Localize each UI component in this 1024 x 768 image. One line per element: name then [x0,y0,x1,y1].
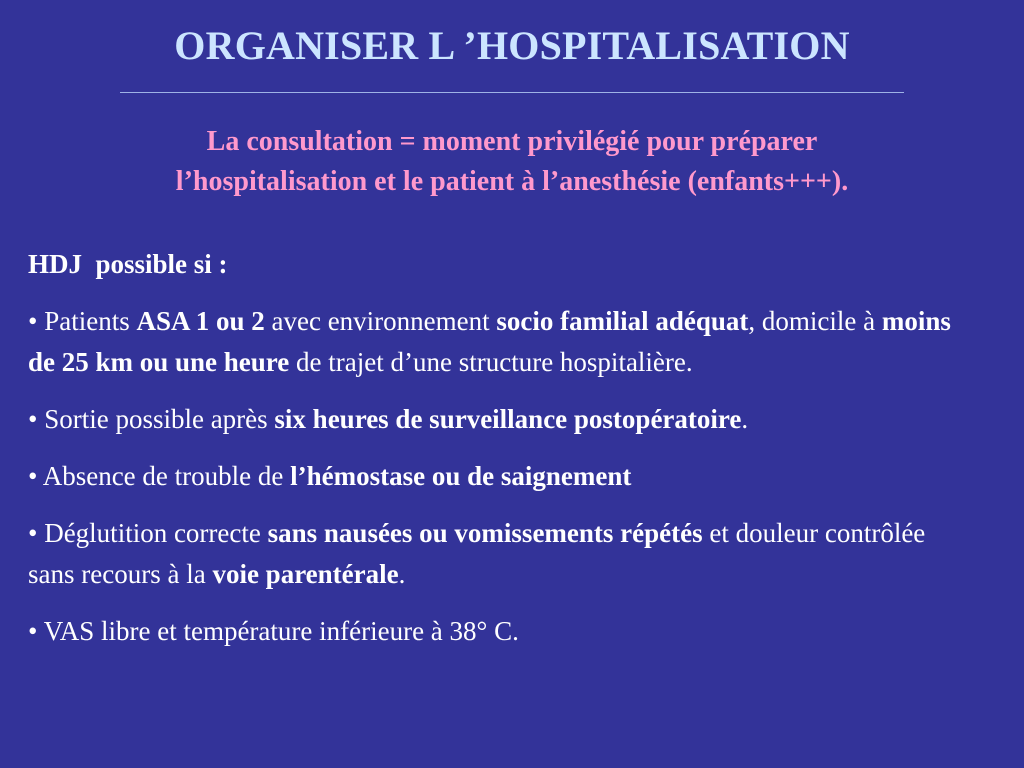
slide-body [28,244,978,668]
bullet-emphasis: sans nausées ou vomissements répétés [267,518,703,548]
bullet-item-sortie [28,399,978,440]
bullet-text: , domicile à [748,306,882,336]
bullet-emphasis: socio familial adéquat [496,306,749,336]
title-divider [120,92,904,93]
subtitle-line-1: La consultation = moment privilégié pour préparer [206,126,818,157]
bullet-item-vas [28,611,978,652]
bullet-item-hemostase [28,456,978,497]
bullet-emphasis: ASA 1 ou 2 [136,306,265,336]
bullet-emphasis: l’hémostase ou de saignement [290,461,632,491]
criteria-heading: HDJ possible si : [28,249,228,279]
bullet-text: et douleur contrôlée sans recours à la [28,518,926,589]
bullet-text: • Patients [28,306,137,336]
bullet-text: • Sortie possible après [28,404,275,434]
bullet-text: . [741,404,749,434]
bullet-text: • Absence de trouble de [28,461,291,491]
bullet-text: • Déglutition correcte [28,518,268,548]
bullet-emphasis: moins de 25 km ou une heure [28,306,951,377]
slide-title: ORGANISER L ’HOSPITALISATION [174,23,850,68]
bullet-text: de trajet d’une structure hospitalière. [289,347,693,377]
bullet-text: • VAS libre et température inférieure à 38° C. [28,616,519,646]
bullet-text: . [398,559,406,589]
bullet-item-asa [28,301,978,383]
bullet-emphasis: six heures de surveillance postopératoire [274,404,742,434]
bullet-item-deglutition [28,513,978,595]
slide-subtitle [40,122,984,202]
bullet-text: avec environnement [264,306,497,336]
bullet-emphasis: voie parentérale [212,559,399,589]
subtitle-line-2: l’hospitalisation et le patient à l’anesthésie (enfants+++). [175,166,849,197]
